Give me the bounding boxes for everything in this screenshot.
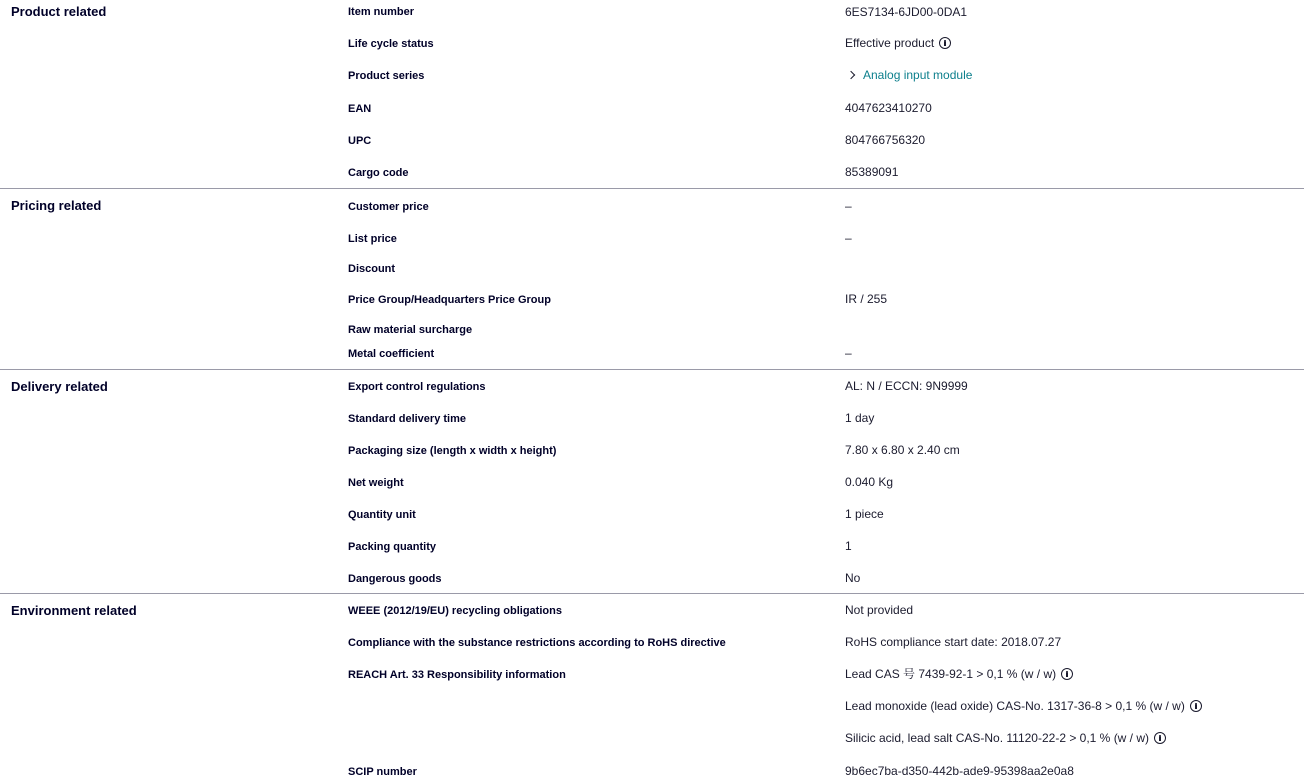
upc-value: 804766756320 [845,133,926,147]
list-price-label: List price [348,233,397,245]
export-control-label: Export control regulations [348,381,486,393]
product-series-link[interactable]: Analog input module [845,67,972,83]
scip-number-value: 9b6ec7ba-d350-442b-ade9-95398aa2e0a8 [845,764,1074,778]
section-title: Delivery related [11,379,108,394]
scip-number-label: SCIP number [348,766,417,778]
list-price-value: – [845,231,852,245]
ean-value: 4047623410270 [845,101,932,115]
upc-label: UPC [348,135,372,147]
export-control-value: AL: N / ECCN: 9N9999 [845,379,968,393]
packing-quantity-label: Packing quantity [348,541,437,553]
raw-material-surcharge-label: Raw material surcharge [348,324,473,336]
cargo-code-label: Cargo code [348,167,409,179]
price-group-label: Price Group/Headquarters Price Group [348,294,551,306]
customer-price-label: Customer price [348,201,429,213]
info-circle-icon[interactable] [1061,668,1073,680]
packaging-size-label: Packaging size (length x width x height) [348,445,557,457]
discount-label: Discount [348,263,396,275]
dangerous-goods-value: No [845,571,861,585]
section-title: Pricing related [11,198,102,213]
reach-label: REACH Art. 33 Responsibility information [348,669,566,681]
item-number-value: 6ES7134-6JD00-0DA1 [845,5,968,19]
weee-value: Not provided [845,603,914,617]
customer-price-value: – [845,199,852,213]
net-weight-value: 0.040 Kg [845,475,894,489]
standard-delivery-time-value: 1 day [845,411,875,425]
cargo-code-value: 85389091 [845,165,899,179]
reach-lead-monoxide-value: Lead monoxide (lead oxide) CAS-No. 1317-36-8 > 0,1 % (w / w) [845,698,1202,714]
section-environment-related [0,593,1304,784]
weee-label: WEEE (2012/19/EU) recycling obligations [348,605,562,617]
section-pricing-related [0,188,1304,370]
item-number-label: Item number [348,6,415,18]
life-cycle-status-value: Effective product [845,35,951,51]
quantity-unit-label: Quantity unit [348,509,416,521]
life-cycle-status-label: Life cycle status [348,38,434,50]
reach-silicic-acid-value: Silicic acid, lead salt CAS-No. 11120-22-2 > 0,1 % (w / w) [845,730,1166,746]
reach-lead-value: Lead CAS 号 7439-92-1 > 0,1 % (w / w) [845,666,1073,682]
section-delivery-related [0,369,1304,594]
info-circle-icon[interactable] [1154,732,1166,744]
product-series-label: Product series [348,70,425,82]
info-circle-icon[interactable] [939,37,951,49]
section-product-related [0,0,1304,188]
dangerous-goods-label: Dangerous goods [348,573,442,585]
info-circle-icon[interactable] [1190,700,1202,712]
packaging-size-value: 7.80 x 6.80 x 2.40 cm [845,443,960,457]
rohs-label: Compliance with the substance restrictions according to RoHS directive [348,637,726,649]
section-title: Environment related [11,603,137,618]
rohs-value: RoHS compliance start date: 2018.07.27 [845,635,1062,649]
price-group-value: IR / 255 [845,292,888,306]
standard-delivery-time-label: Standard delivery time [348,413,466,425]
metal-coefficient-label: Metal coefficient [348,348,435,360]
section-title: Product related [11,4,107,19]
packing-quantity-value: 1 [845,539,852,553]
chevron-right-icon [847,71,855,79]
metal-coefficient-value: – [845,346,852,360]
quantity-unit-value: 1 piece [845,507,884,521]
net-weight-label: Net weight [348,477,404,489]
ean-label: EAN [348,103,372,115]
